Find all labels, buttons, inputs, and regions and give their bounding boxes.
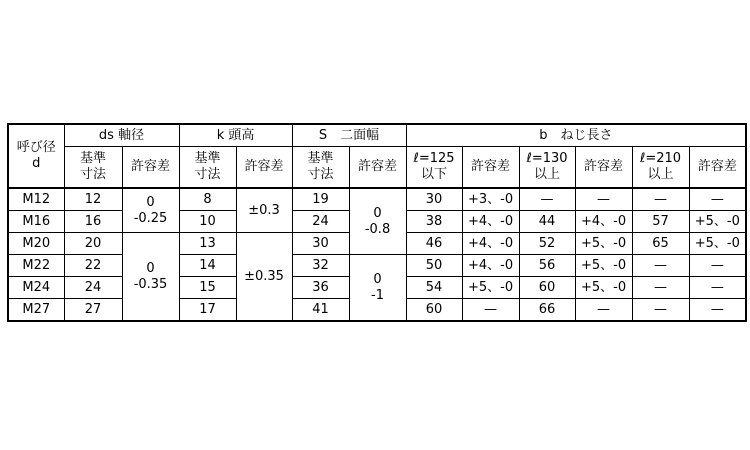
s-cell: 24: [292, 211, 349, 233]
k-tolerance-cell: ±0.3: [236, 188, 292, 233]
t1-cell: +5、-0: [462, 277, 519, 299]
nominal-cell: M12: [8, 188, 64, 211]
b-range3-tolerance-header: 許容差: [689, 147, 746, 189]
b1-cell: 60: [406, 299, 462, 322]
s-tolerance-cell: 0 -0.8: [349, 188, 406, 255]
s-standard-header: 基準 寸法: [292, 147, 349, 189]
k-standard-header: 基準 寸法: [179, 147, 236, 189]
s-cell: 36: [292, 277, 349, 299]
t2-cell: —: [575, 188, 632, 211]
s-cell: 41: [292, 299, 349, 322]
s-header: S 二面幅: [292, 124, 406, 147]
t3-cell: —: [689, 277, 746, 299]
b3-cell: —: [632, 299, 689, 322]
b1-cell: 30: [406, 188, 462, 211]
t2-cell: —: [575, 299, 632, 322]
b1-cell: 54: [406, 277, 462, 299]
nominal-cell: M22: [8, 255, 64, 277]
k-cell: 15: [179, 277, 236, 299]
k-cell: 14: [179, 255, 236, 277]
b-range2-header: ℓ=130 以上: [519, 147, 575, 189]
t1-cell: —: [462, 299, 519, 322]
t1-cell: +4、-0: [462, 211, 519, 233]
ds-cell: 20: [64, 233, 122, 255]
b2-cell: 44: [519, 211, 575, 233]
b-range1-header: ℓ=125 以下: [406, 147, 462, 189]
b1-cell: 46: [406, 233, 462, 255]
nominal-cell: M27: [8, 299, 64, 322]
table-row: [8, 188, 746, 211]
k-header: k 頭高: [179, 124, 292, 147]
b2-cell: —: [519, 188, 575, 211]
nominal-cell: M16: [8, 211, 64, 233]
table-row: [8, 255, 746, 277]
t1-cell: +3、-0: [462, 188, 519, 211]
k-tolerance-cell: ±0.35: [236, 233, 292, 322]
t3-cell: —: [689, 299, 746, 322]
b3-cell: —: [632, 277, 689, 299]
t2-cell: +5、-0: [575, 255, 632, 277]
b3-cell: —: [632, 255, 689, 277]
b-range2-tolerance-header: 許容差: [575, 147, 632, 189]
t2-cell: +5、-0: [575, 233, 632, 255]
ds-tolerance-cell: 0 -0.35: [122, 233, 179, 322]
t1-cell: +4、-0: [462, 255, 519, 277]
nominal-cell: M20: [8, 233, 64, 255]
k-cell: 10: [179, 211, 236, 233]
b2-cell: 52: [519, 233, 575, 255]
b-range1-tolerance-header: 許容差: [462, 147, 519, 189]
b2-cell: 60: [519, 277, 575, 299]
ds-cell: 27: [64, 299, 122, 322]
nominal-cell: M24: [8, 277, 64, 299]
ds-cell: 22: [64, 255, 122, 277]
b-range3-header: ℓ=210 以上: [632, 147, 689, 189]
bolt-dimension-table: [7, 123, 747, 322]
ds-cell: 12: [64, 188, 122, 211]
s-cell: 19: [292, 188, 349, 211]
t3-cell: —: [689, 188, 746, 211]
k-cell: 13: [179, 233, 236, 255]
b2-cell: 66: [519, 299, 575, 322]
s-cell: 32: [292, 255, 349, 277]
b3-cell: —: [632, 188, 689, 211]
ds-header: ds 軸径: [64, 124, 179, 147]
ds-standard-header: 基準 寸法: [64, 147, 122, 189]
b3-cell: 57: [632, 211, 689, 233]
s-tolerance-cell: 0 -1: [349, 255, 406, 322]
k-cell: 8: [179, 188, 236, 211]
k-tolerance-header: 許容差: [236, 147, 292, 189]
b2-cell: 56: [519, 255, 575, 277]
ds-tolerance-cell: 0 -0.25: [122, 188, 179, 233]
ds-cell: 16: [64, 211, 122, 233]
k-cell: 17: [179, 299, 236, 322]
t2-cell: +5、-0: [575, 277, 632, 299]
s-tolerance-header: 許容差: [349, 147, 406, 189]
b1-cell: 50: [406, 255, 462, 277]
b1-cell: 38: [406, 211, 462, 233]
t2-cell: +4、-0: [575, 211, 632, 233]
b-header: b ねじ長さ: [406, 124, 746, 147]
ds-cell: 24: [64, 277, 122, 299]
t3-cell: —: [689, 255, 746, 277]
s-cell: 30: [292, 233, 349, 255]
nominal-diameter-header: 呼び径 d: [8, 124, 64, 188]
t3-cell: +5、-0: [689, 233, 746, 255]
ds-tolerance-header: 許容差: [122, 147, 179, 189]
t3-cell: +5、-0: [689, 211, 746, 233]
t1-cell: +4、-0: [462, 233, 519, 255]
b3-cell: 65: [632, 233, 689, 255]
